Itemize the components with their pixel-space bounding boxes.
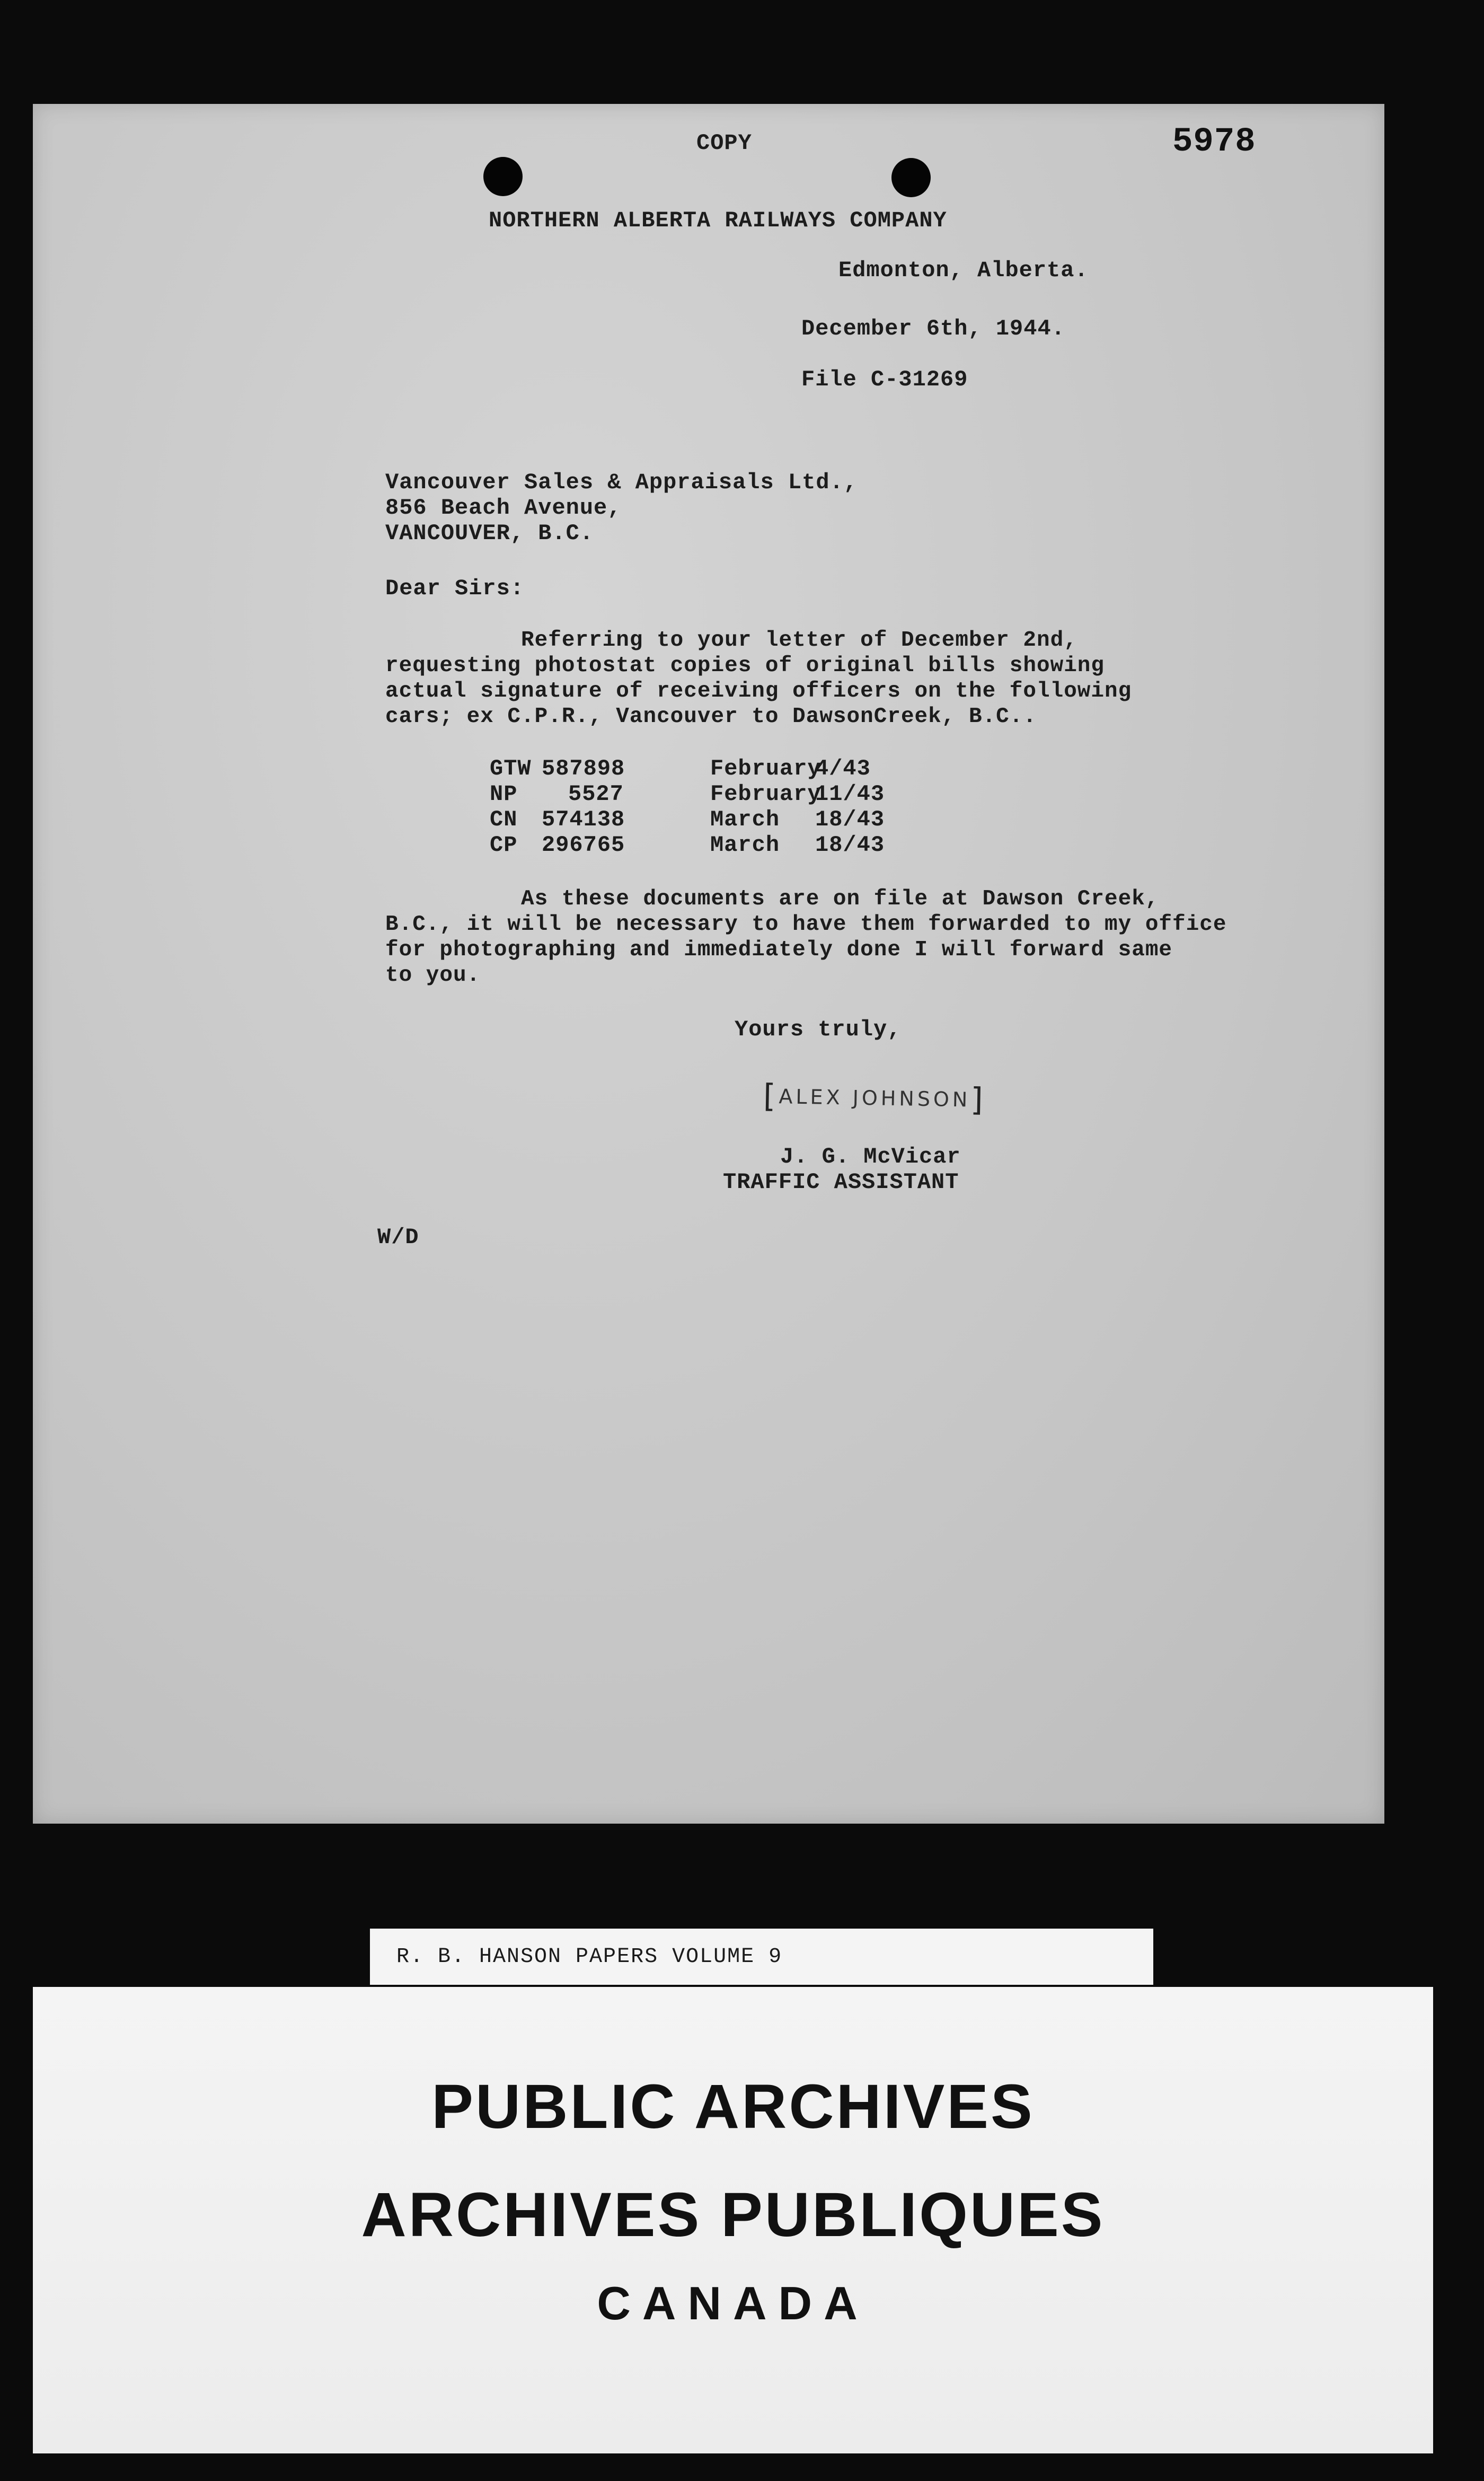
letter-location: Edmonton, Alberta. xyxy=(838,258,1089,283)
paragraph1-line-2: requesting photostat copies of original bills showing xyxy=(385,654,1105,678)
car-month: March xyxy=(710,832,780,858)
car-road: NP xyxy=(490,781,518,807)
car-number: 5527 xyxy=(568,781,624,807)
file-number: File C-31269 xyxy=(801,367,968,392)
signer-title: TRAFFIC ASSISTANT xyxy=(723,1169,959,1195)
handwritten-signature: [ ALEX JOHNSON ] xyxy=(763,1077,987,1119)
address-line-1: Vancouver Sales & Appraisals Ltd., xyxy=(385,470,858,495)
paragraph2-line-2: B.C., it will be necessary to have them forwarded to my office xyxy=(385,912,1227,937)
car-month: February xyxy=(710,781,822,807)
letter-page xyxy=(33,104,1384,1824)
signer-name: J. G. McVicar xyxy=(780,1144,961,1169)
address-line-3: VANCOUVER, B.C. xyxy=(385,521,594,546)
stamp-line-3: CANADA xyxy=(597,2277,869,2329)
car-month: March xyxy=(710,807,780,832)
paragraph2-line-1: As these documents are on file at Dawson Creek, xyxy=(385,887,1159,911)
salutation: Dear Sirs: xyxy=(385,576,525,601)
car-month: February xyxy=(710,756,822,781)
typist-initials: W/D xyxy=(377,1225,419,1250)
paragraph1-line-1: Referring to your letter of December 2nd, xyxy=(385,628,1077,653)
paragraph1-line-3: actual signature of receiving officers on the following xyxy=(385,679,1132,703)
paragraph1-line-4: cars; ex C.P.R., Vancouver to DawsonCreek, B.C.. xyxy=(385,705,1037,729)
car-road: GTW xyxy=(490,756,532,781)
paragraph2-line-3: for photographing and immediately done I will forward same xyxy=(385,938,1173,962)
letter-date: December 6th, 1944. xyxy=(801,316,1065,341)
stamp-line-1: PUBLIC ARCHIVES xyxy=(431,2072,1035,2142)
stamp-line-2: ARCHIVES PUBLIQUES xyxy=(361,2180,1105,2250)
paragraph2-line-4: to you. xyxy=(385,963,481,988)
document-number: 5978 xyxy=(1172,123,1256,161)
car-date: 11/43 xyxy=(815,781,885,807)
car-road: CN xyxy=(490,807,518,832)
car-date: 4/43 xyxy=(815,756,871,781)
archive-volume-tag: R. B. HANSON PAPERS VOLUME 9 xyxy=(370,1929,1153,1985)
car-number: 296765 xyxy=(542,832,625,858)
car-date: 18/43 xyxy=(815,832,885,858)
company-name: NORTHERN ALBERTA RAILWAYS COMPANY xyxy=(489,208,947,233)
closing: Yours truly, xyxy=(735,1017,902,1042)
car-number: 587898 xyxy=(542,756,625,781)
car-number: 574138 xyxy=(542,807,625,832)
punch-hole-right xyxy=(891,158,931,197)
archives-stamp xyxy=(33,1987,1433,2453)
punch-hole-left xyxy=(483,157,523,196)
address-line-2: 856 Beach Avenue, xyxy=(385,495,622,521)
car-date: 18/43 xyxy=(815,807,885,832)
car-road: CP xyxy=(490,832,518,858)
copy-label: COPY xyxy=(696,130,752,156)
